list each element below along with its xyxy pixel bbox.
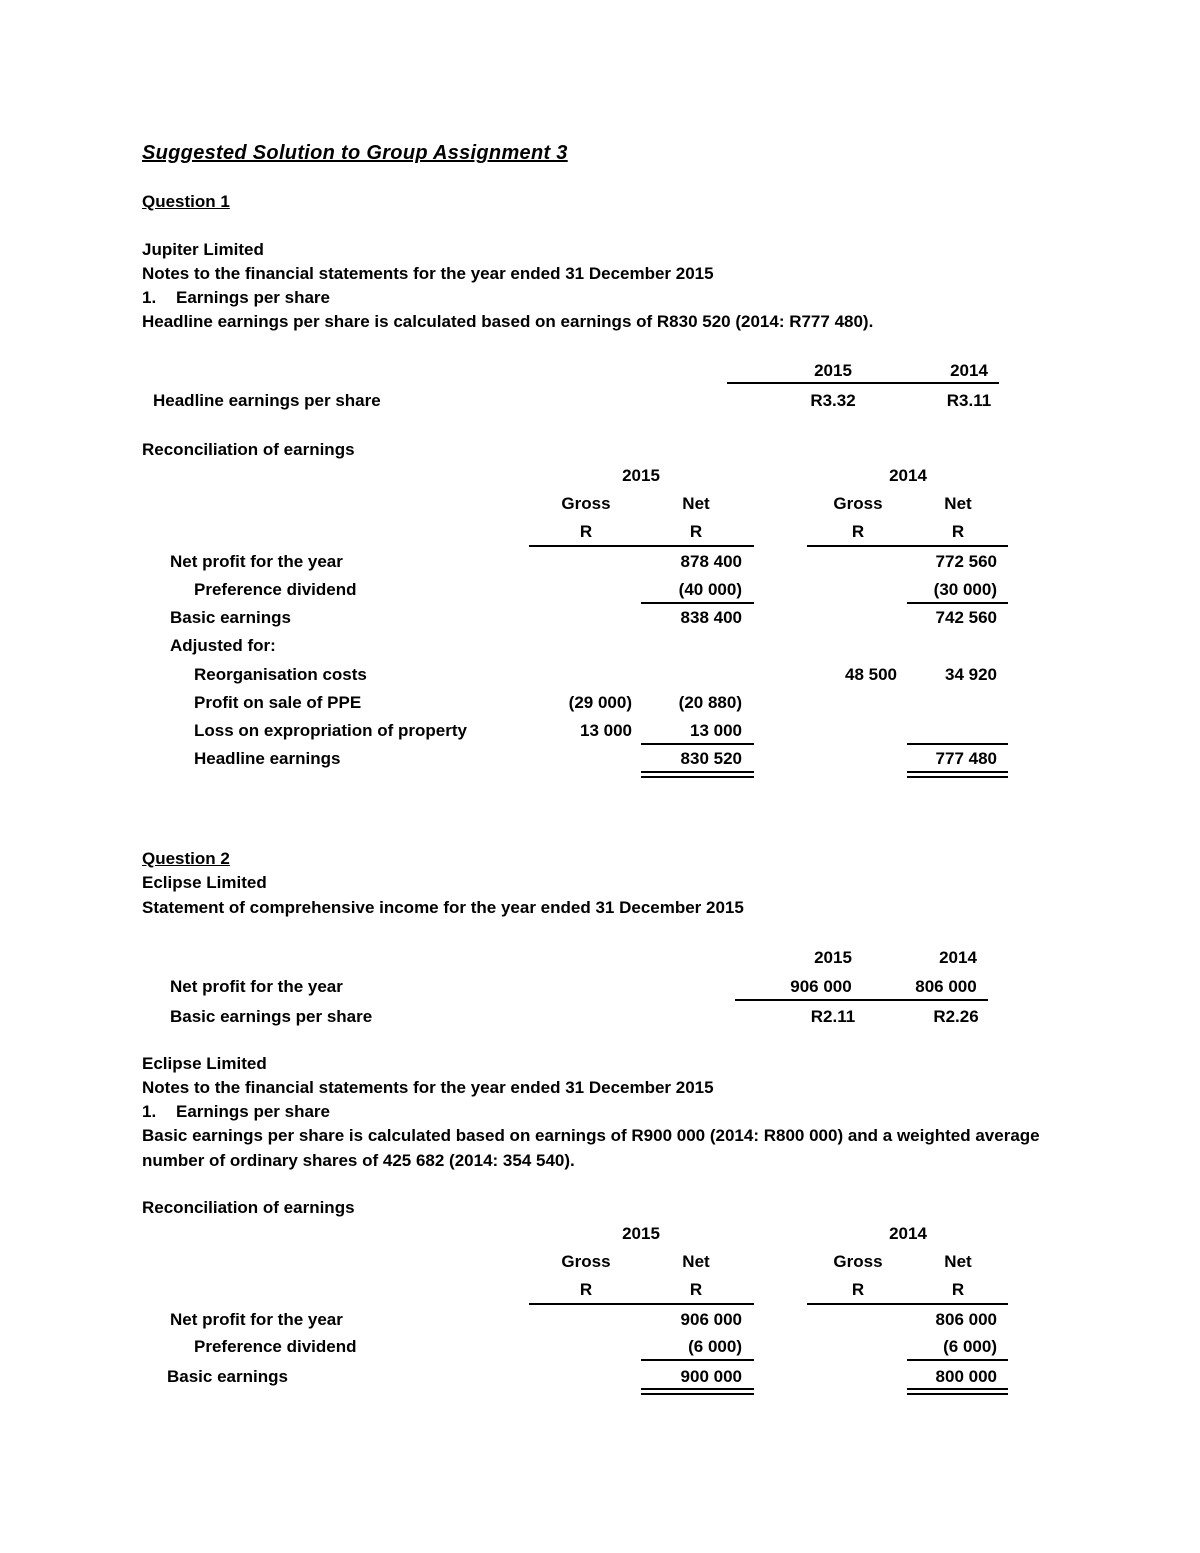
q1-row-net-2014: (30 000) — [933, 580, 997, 599]
q2-row-label: Basic earnings — [167, 1367, 288, 1386]
q1-row-label: Headline earnings — [194, 749, 341, 768]
q1-row-net-2015: 830 520 — [680, 749, 742, 768]
q1-subtotal-line-2015 — [641, 602, 754, 604]
heps-col-2014: 2014 — [950, 361, 988, 380]
heps-label: Headline earnings per share — [153, 391, 381, 410]
question-1-heading: Question 1 — [142, 192, 230, 211]
q1-row-label: Reorganisation costs — [194, 665, 367, 684]
q1-row-label: Net profit for the year — [170, 552, 343, 571]
q1-row-gross-2015: 13 000 — [580, 721, 632, 740]
q1-recon-header-line-2015 — [529, 545, 754, 547]
q1-row-net-2015: (40 000) — [678, 580, 742, 599]
q2-net-header-2015: Net — [682, 1252, 710, 1271]
q1-recon-year-2015: 2015 — [622, 466, 660, 485]
q2-double-line-2015 — [641, 1388, 754, 1395]
q1-row-net-2015: (20 880) — [678, 693, 742, 712]
q1-row-net-2014: 34 920 — [945, 665, 997, 684]
q1-total-line-2015 — [641, 743, 754, 745]
q2-row-net-2014: 800 000 — [935, 1367, 997, 1386]
soci-value-2014: R2.26 — [933, 1007, 979, 1026]
q1-gross-header-2015: Gross — [561, 494, 611, 513]
heps-header-line — [727, 382, 999, 384]
q1-note-number: 1. — [142, 288, 157, 307]
q1-row-net-2015: 13 000 — [690, 721, 742, 740]
q1-row-label: Preference dividend — [194, 580, 357, 599]
q2-row-label: Preference dividend — [194, 1337, 357, 1356]
soci-row-label: Net profit for the year — [170, 977, 343, 996]
q1-unit-net-2015: R — [689, 522, 703, 541]
q2-recon-year-2015: 2015 — [622, 1224, 660, 1243]
q2-net-header-2014: Net — [944, 1252, 972, 1271]
q2-row-net-2015: 906 000 — [680, 1310, 742, 1329]
heps-col-2015: 2015 — [814, 361, 852, 380]
q2-company-name-2: Eclipse Limited — [142, 1054, 267, 1073]
soci-value-2015: 906 000 — [790, 977, 852, 996]
q1-subtotal-line-2014 — [907, 602, 1008, 604]
q1-net-header-2014: Net — [944, 494, 972, 513]
q2-note-name: Earnings per share — [176, 1102, 331, 1121]
q2-row-net-2015: (6 000) — [688, 1337, 742, 1356]
q2-note-text-line1: Basic earnings per share is calculated based on earnings of R900 000 (2014: R800 000) and a weighted average — [142, 1126, 1040, 1145]
q2-row-net-2014: 806 000 — [935, 1310, 997, 1329]
q2-unit-net-2015: R — [689, 1280, 703, 1299]
q1-recon-title: Reconciliation of earnings — [142, 440, 355, 459]
q2-recon-year-2014: 2014 — [889, 1224, 927, 1243]
q1-company-name: Jupiter Limited — [142, 240, 264, 259]
q2-note-text-line2: number of ordinary shares of 425 682 (2014: 354 540). — [142, 1151, 575, 1170]
q2-unit-gross-2014: R — [851, 1280, 865, 1299]
q2-recon-title: Reconciliation of earnings — [142, 1198, 355, 1217]
q2-subtotal-line-2014 — [907, 1359, 1008, 1361]
q1-recon-year-2014: 2014 — [889, 466, 927, 485]
q2-row-label: Net profit for the year — [170, 1310, 343, 1329]
q1-row-gross-2014: 48 500 — [845, 665, 897, 684]
q2-gross-header-2014: Gross — [833, 1252, 883, 1271]
soci-value-2014: 806 000 — [915, 977, 977, 996]
page-title: Suggested Solution to Group Assignment 3 — [142, 142, 568, 164]
q2-gross-header-2015: Gross — [561, 1252, 611, 1271]
q1-double-line-2015 — [641, 771, 754, 778]
q1-row-gross-2015: (29 000) — [568, 693, 632, 712]
q1-row-label: Adjusted for: — [170, 636, 276, 655]
q2-subtotal-line-2015 — [641, 1359, 754, 1361]
q1-recon-header-line-2014 — [807, 545, 1008, 547]
q2-unit-gross-2015: R — [579, 1280, 593, 1299]
soci-col-2015: 2015 — [814, 948, 852, 967]
q2-recon-header-line-2014 — [807, 1303, 1008, 1305]
q1-row-net-2014: 772 560 — [935, 552, 997, 571]
q1-total-line-2014 — [907, 743, 1008, 745]
q2-double-line-2014 — [907, 1388, 1008, 1395]
q1-row-net-2014: 777 480 — [935, 749, 997, 768]
q1-net-header-2015: Net — [682, 494, 710, 513]
q1-row-label: Basic earnings — [170, 608, 291, 627]
question-2-heading: Question 2 — [142, 849, 230, 868]
soci-col-2014: 2014 — [939, 948, 977, 967]
q1-notes-title: Notes to the financial statements for the year ended 31 December 2015 — [142, 264, 714, 283]
q1-note-text: Headline earnings per share is calculated based on earnings of R830 520 (2014: R777 480). — [142, 312, 874, 331]
q2-unit-net-2014: R — [951, 1280, 965, 1299]
q2-recon-header-line-2015 — [529, 1303, 754, 1305]
q2-company-name: Eclipse Limited — [142, 873, 267, 892]
q1-row-label: Loss on expropriation of property — [194, 721, 467, 740]
q2-note-number: 1. — [142, 1102, 157, 1121]
q1-row-net-2015: 838 400 — [680, 608, 742, 627]
soci-row-label: Basic earnings per share — [170, 1007, 373, 1026]
soci-value-2015: R2.11 — [810, 1007, 856, 1026]
q1-gross-header-2014: Gross — [833, 494, 883, 513]
q2-statement-title: Statement of comprehensive income for the year ended 31 December 2015 — [142, 898, 744, 917]
q1-row-label: Profit on sale of PPE — [194, 693, 362, 712]
q1-unit-gross-2015: R — [579, 522, 593, 541]
q2-row-net-2014: (6 000) — [943, 1337, 997, 1356]
q1-note-name: Earnings per share — [176, 288, 331, 307]
soci-line — [735, 999, 988, 1001]
heps-value-2015: R3.32 — [810, 391, 856, 410]
heps-value-2014: R3.11 — [946, 391, 992, 410]
q1-row-net-2014: 742 560 — [935, 608, 997, 627]
q1-double-line-2014 — [907, 771, 1008, 778]
q1-row-net-2015: 878 400 — [680, 552, 742, 571]
q1-unit-net-2014: R — [951, 522, 965, 541]
q2-notes-title: Notes to the financial statements for the year ended 31 December 2015 — [142, 1078, 714, 1097]
q1-unit-gross-2014: R — [851, 522, 865, 541]
q2-row-net-2015: 900 000 — [680, 1367, 742, 1386]
